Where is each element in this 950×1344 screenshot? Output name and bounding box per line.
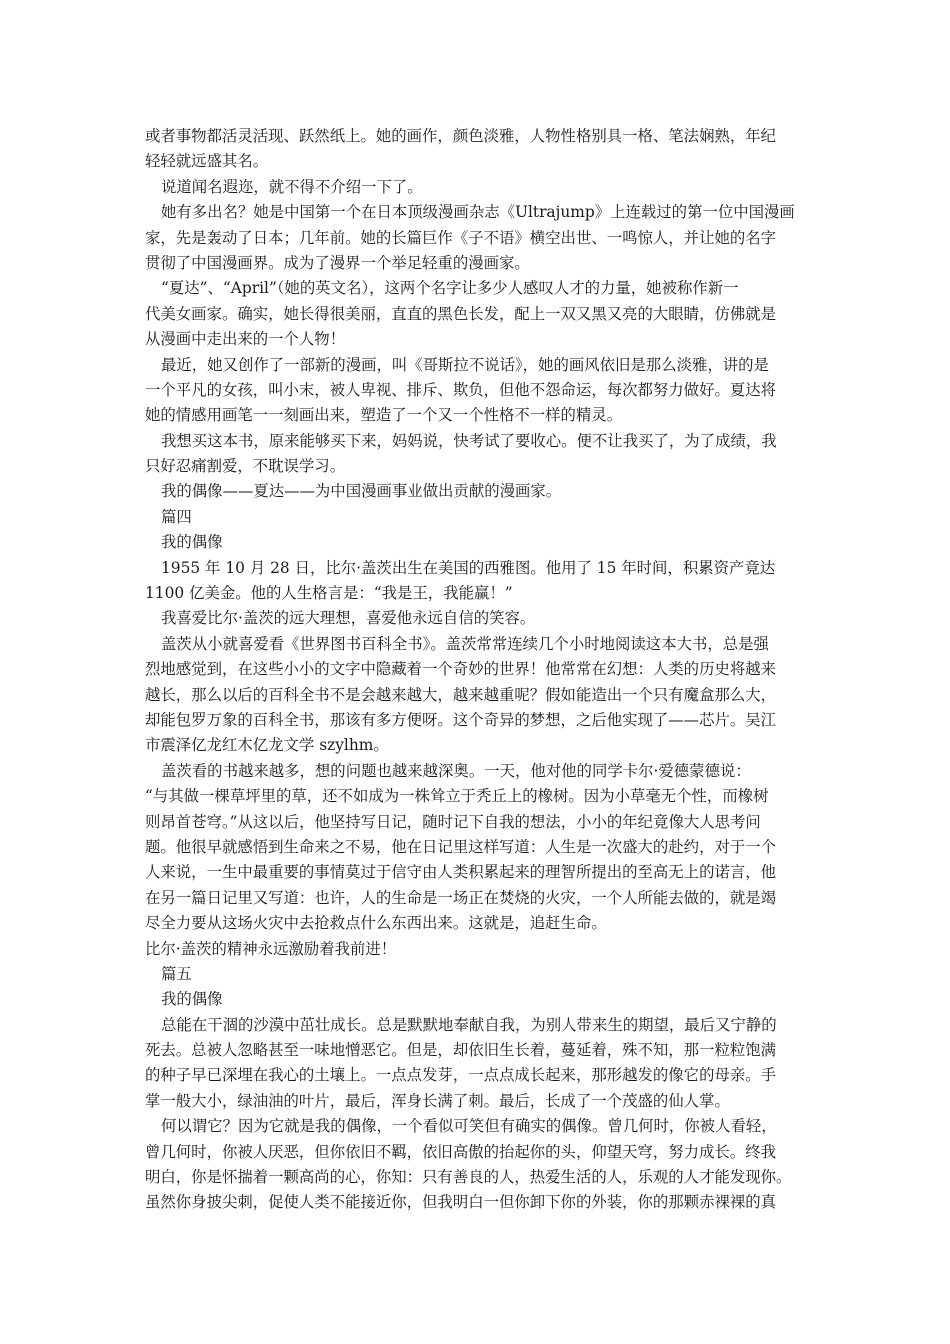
text-line: 的种子早已深埋在我心的土壤上。一点点发芽，一点点成长起来，那形越发的像它的母亲。手 xyxy=(145,1066,777,1085)
text-line: 或者事物都活灵活现、跃然纸上。她的画作，颜色淡雅，人物性格别具一格、笔法娴熟，年纪 xyxy=(145,127,777,145)
text-line: 尽全力要从这场火灾中去抢救点什么东西出来。这就是，追赶生命。 xyxy=(145,914,607,933)
section-heading: 篇四 xyxy=(161,507,192,526)
document-page xyxy=(145,124,813,1216)
text-line: 最近，她又创作了一部新的漫画，叫《哥斯拉不说话》，她的画风依旧是那么淡雅，讲的是 xyxy=(161,355,769,374)
text-line: 1955 年 10 月 28 日，比尔·盖茨出生在美国的西雅图。他用了 15 年时间，积累资产竟达 xyxy=(161,558,776,577)
text-line: 我的偶像——夏达——为中国漫画事业做出贡献的漫画家。 xyxy=(161,482,562,501)
text-line: 她有多出名？她是中国第一个在日本顶级漫画杂志《Ultrajump》上连载过的第一位中国漫画 xyxy=(161,203,795,222)
section-title: 我的偶像 xyxy=(161,990,223,1009)
text-line: “与其做一棵草坪里的草，还不如成为一株耸立于秃丘上的橡树。因为小草毫无个性，而橡树 xyxy=(145,787,769,806)
text-line: 人来说，一生中最重要的事情莫过于信守由人类积累起来的理智所提出的至高无上的诺言，他 xyxy=(145,863,777,882)
text-line: 在另一篇日记里又写道：也许，人的生命是一场正在焚烧的火灾，一个人所能去做的，就是竭 xyxy=(145,888,777,907)
text-line: 题。他很早就感悟到生命来之不易，他在日记里这样写道：人生是一次盛大的赴约，对于一个 xyxy=(145,837,777,856)
text-line: 1100 亿美金。他的人生格言是：“我是王，我能赢！” xyxy=(145,584,513,603)
text-line: 烈地感觉到，在这些小小的文字中隐藏着一个奇妙的世界！他常常在幻想：人类的历史将越来 xyxy=(145,660,777,679)
text-line: 总能在干涸的沙漠中茁壮成长。总是默默地奉献自我，为别人带来生的期望，最后又宁静的 xyxy=(161,1015,777,1034)
text-line: 虽然你身披尖刺，促使人类不能接近你，但我明白一但你卸下你的外装，你的那颗赤裸裸的真 xyxy=(145,1193,777,1212)
text-line: 则昂首苍穹。”从这以后，他坚持写日记，随时记下自我的想法，小小的年纪竟像大人思考问 xyxy=(145,812,761,831)
text-line: 我喜爱比尔·盖茨的远大理想，喜爱他永远自信的笑容。 xyxy=(161,609,536,628)
section-title: 我的偶像 xyxy=(161,533,223,552)
text-line: “夏达”、“April”（她的英文名），这两个名字让多少人感叹人才的力量，她被称作新一 xyxy=(161,279,739,298)
text-line: 轻轻就远盛其名。 xyxy=(145,152,269,171)
text-line: 曾几何时，你被人厌恶，但你依旧不羁，依旧高傲的抬起你的头，仰望天穹，努力成长。终我 xyxy=(145,1142,777,1161)
text-line: 她的情感用画笔一一刻画出来，塑造了一个又一个性格不一样的精灵。 xyxy=(145,406,623,425)
text-line: 何以谓它？因为它就是我的偶像，一个看似可笑但有确实的偶像。曾几何时，你被人看轻， xyxy=(161,1117,777,1136)
text-line: 一个平凡的女孩，叫小末，被人卑视、排斥、欺负，但他不怨命运，每次都努力做好。夏达将 xyxy=(145,380,777,399)
text-line: 家，先是轰动了日本；几年前。她的长篇巨作《子不语》横空出世、一鸣惊人，并让她的名字 xyxy=(145,228,777,247)
text-line: 死去。总被人忽略甚至一味地憎恶它。但是，却依旧生长着，蔓延着，殊不知，那一粒粒饱满 xyxy=(145,1041,777,1060)
text-line: 掌一般大小，绿油油的叶片，最后，浑身长满了刺。最后，长成了一个茂盛的仙人掌。 xyxy=(145,1091,730,1110)
text-line: 我想买这本书，原来能够买下来，妈妈说，快考试了要收心。便不让我买了，为了成绩，我 xyxy=(161,431,777,450)
text-line: 明白，你是怀揣着一颗高尚的心，你知：只有善良的人，热爱生活的人，乐观的人才能发现你。 xyxy=(145,1168,792,1187)
text-line: 市震泽亿龙红木亿龙文学 szylhm。 xyxy=(145,736,389,755)
section-heading: 篇五 xyxy=(161,964,192,983)
text-line: 比尔·盖茨的精神永远激励着我前进！ xyxy=(145,939,397,958)
text-line: 越长，那么以后的百科全书不是会越来越大，越来越重呢？假如能造出一个只有魔盒那么大， xyxy=(145,685,777,704)
text-line: 盖茨看的书越来越多，想的问题也越来越深奥。一天，他对他的同学卡尔·爱德蒙德说： xyxy=(161,761,751,780)
text-line: 盖茨从小就喜爱看《世界图书百科全书》。盖茨常常连续几个小时地阅读这本大书，总是强 xyxy=(161,634,769,653)
text-line: 却能包罗万象的百科全书，那该有多方便呀。这个奇异的梦想，之后他实现了——芯片。吴江 xyxy=(145,710,777,729)
text-line: 说道闻名遐迩，就不得不介绍一下了。 xyxy=(161,177,423,196)
text-line: 只好忍痛割爱，不耽误学习。 xyxy=(145,457,346,476)
text-line: 从漫画中走出来的一个人物！ xyxy=(145,330,346,349)
text-line: 贯彻了中国漫画界。成为了漫界一个举足轻重的漫画家。 xyxy=(145,253,530,272)
text-line: 代美女画家。确实，她长得很美丽，直直的黑色长发，配上一双又黑又亮的大眼睛，仿佛就是 xyxy=(145,304,777,323)
